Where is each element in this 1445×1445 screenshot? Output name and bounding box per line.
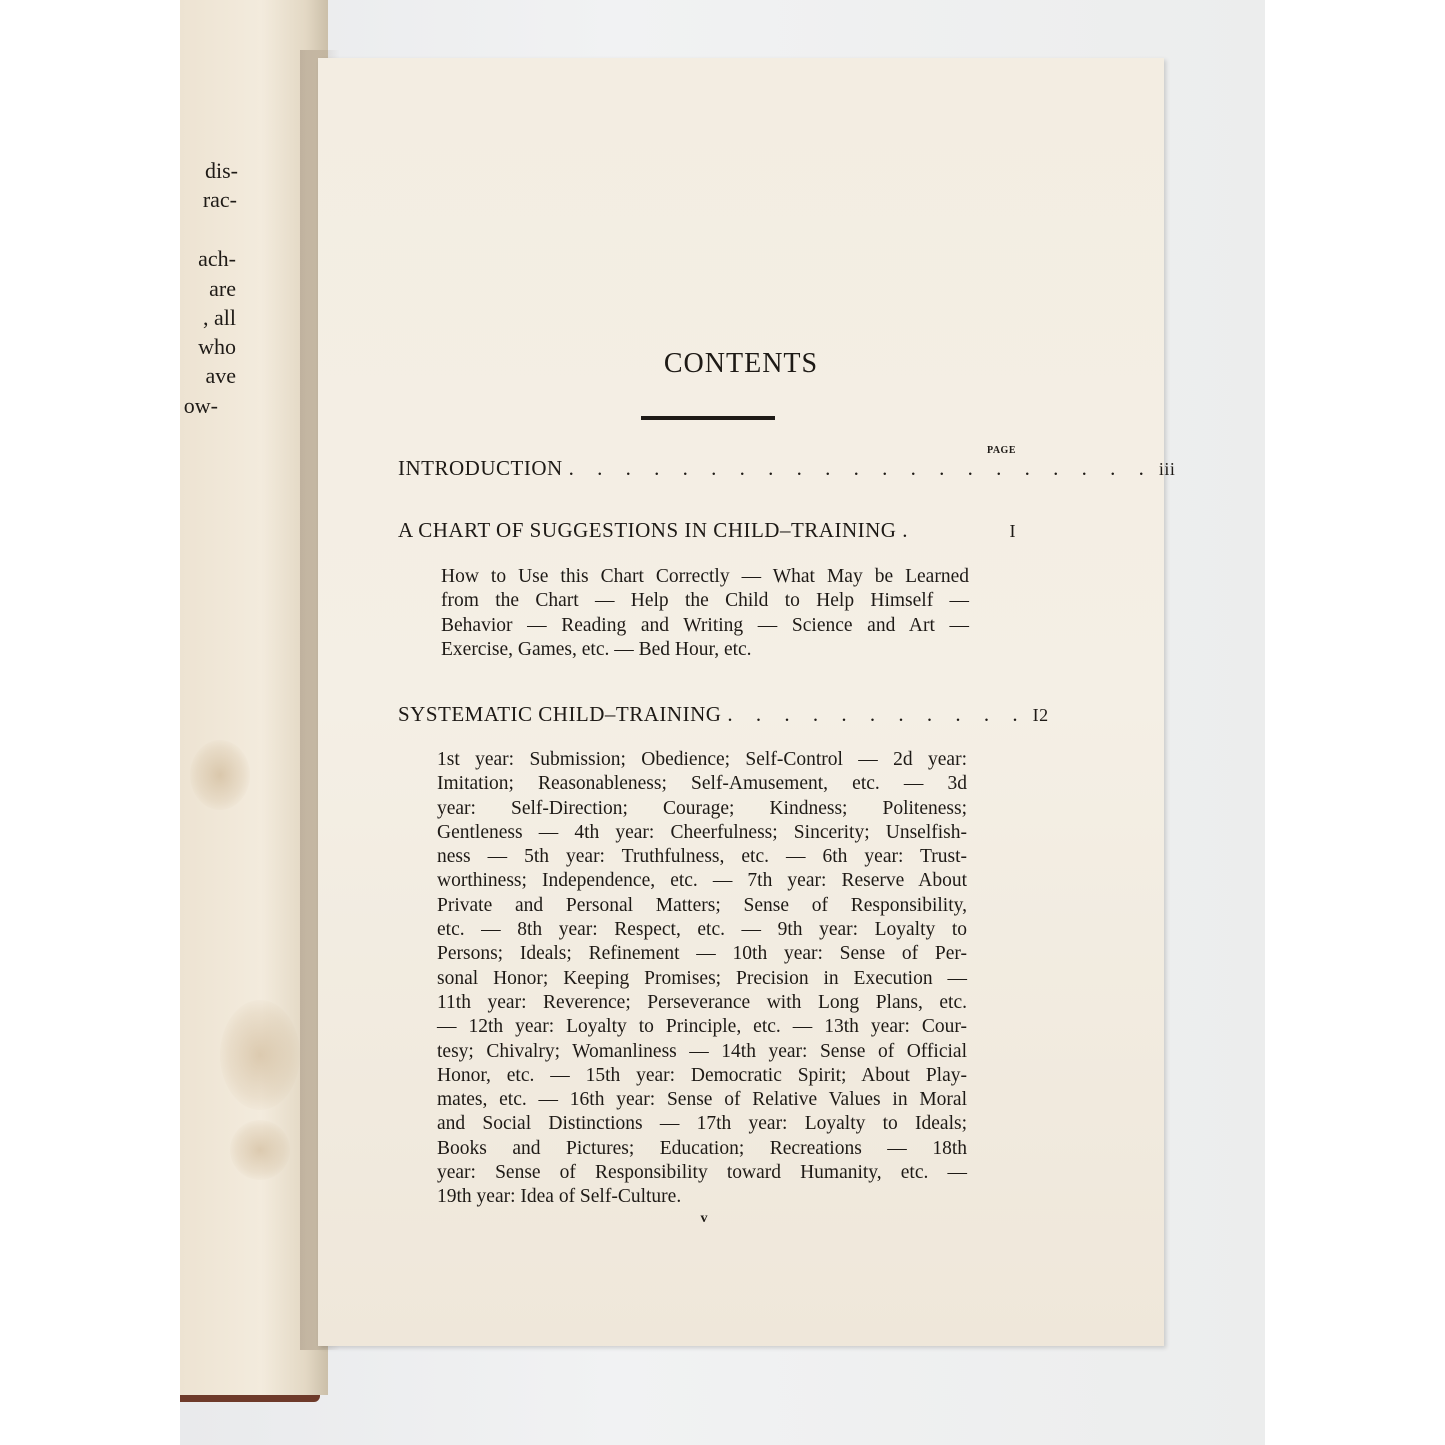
left-page-text-fragment: , all	[203, 305, 236, 330]
description-line: Imitation; Reasonableness; Self-Amusement, etc. — 3d	[437, 773, 967, 795]
description-line: ness — 5th year: Truthfulness, etc. — 6th year: Trust-	[437, 846, 967, 868]
description-line: Books and Pictures; Education; Recreations — 18th	[437, 1137, 967, 1159]
description-line: Exercise, Games, etc. — Bed Hour, etc.	[441, 638, 752, 660]
left-page-text-fragment: are	[209, 276, 236, 301]
description-line: from the Chart — Help the Child to Help Himself —	[441, 590, 969, 612]
left-page-text-fragment: dis-	[205, 158, 238, 183]
toc-entry-description	[437, 748, 967, 1210]
description-line: 19th year: Idea of Self-Culture.	[437, 1186, 682, 1208]
description-line: Private and Personal Matters; Sense of Responsibility,	[437, 894, 967, 916]
toc-leader-dots: . . . . . . . . . . .	[727, 702, 1027, 726]
contents-page-body	[318, 58, 1176, 1346]
description-line: How to Use this Chart Correctly — What May be Learned	[441, 566, 969, 587]
description-line: Gentleness — 4th year: Cheerfulness; Sincerity; Unselfish-	[437, 821, 967, 843]
toc-entry-chart-of-suggestions	[398, 518, 1016, 543]
description-line: Honor, etc. — 15th year: Democratic Spirit; About Play-	[437, 1064, 967, 1086]
page-column-label: PAGE	[986, 445, 1016, 456]
description-line: sonal Honor; Keeping Promises; Precision in Execution —	[437, 967, 967, 989]
page-stain	[190, 740, 250, 810]
contents-page	[318, 58, 1176, 1346]
page-stain	[230, 1120, 290, 1180]
toc-entry-title: INTRODUCTION	[398, 456, 563, 480]
toc-entry-description	[441, 565, 969, 662]
description-line: year: Sense of Responsibility toward Humanity, etc. —	[437, 1162, 967, 1184]
description-line: Behavior — Reading and Writing — Science and Art —	[441, 614, 969, 636]
toc-entry-introduction	[398, 456, 1176, 481]
left-page-text-fragment: ave	[205, 363, 236, 388]
heading-rule	[641, 416, 775, 420]
toc-entry-page: iii	[1158, 459, 1176, 479]
description-line: 1st year: Submission; Obedience; Self-Control — 2d year:	[437, 749, 967, 770]
contents-heading: CONTENTS	[663, 348, 819, 379]
page-stain	[220, 1000, 300, 1110]
toc-leader-dots: . . . . . . . . . . . . . . . . . . . . .	[568, 456, 1153, 480]
description-line: 11th year: Reverence; Perseverance with Long Plans, etc.	[437, 991, 967, 1013]
left-page-text-fragment: rac-	[202, 187, 237, 212]
left-page-text-fragment: ach-	[198, 246, 236, 271]
toc-entry-page: I2	[1032, 705, 1049, 725]
description-line: and Social Distinctions — 17th year: Loyalty to Ideals;	[437, 1113, 967, 1135]
description-line: worthiness; Independence, etc. — 7th year: Reserve About	[437, 870, 967, 892]
description-line: tesy; Chivalry; Womanliness — 14th year: Sense of Official	[437, 1040, 967, 1062]
toc-entry-title: A CHART OF SUGGESTIONS IN CHILD–TRAINING .	[398, 518, 908, 542]
description-line: Persons; Ideals; Refinement — 10th year: Sense of Per-	[437, 943, 967, 965]
description-line: mates, etc. — 16th year: Sense of Relative Values in Moral	[437, 1089, 967, 1111]
description-line: etc. — 8th year: Respect, etc. — 9th year: Loyalty to	[437, 919, 967, 941]
left-page-text-fragment: ow-	[183, 393, 218, 418]
toc-entry-systematic-child-training	[398, 702, 1049, 727]
description-line: year: Self-Direction; Courage; Kindness; Politeness;	[437, 797, 967, 819]
toc-entry-title: SYSTEMATIC CHILD–TRAINING	[398, 702, 722, 726]
left-page-text-fragment: who	[198, 334, 236, 359]
page-folio: v	[700, 1211, 708, 1226]
description-line: — 12th year: Loyalty to Principle, etc. — 13th year: Cour-	[437, 1016, 967, 1038]
toc-entry-page: I	[1009, 521, 1016, 541]
